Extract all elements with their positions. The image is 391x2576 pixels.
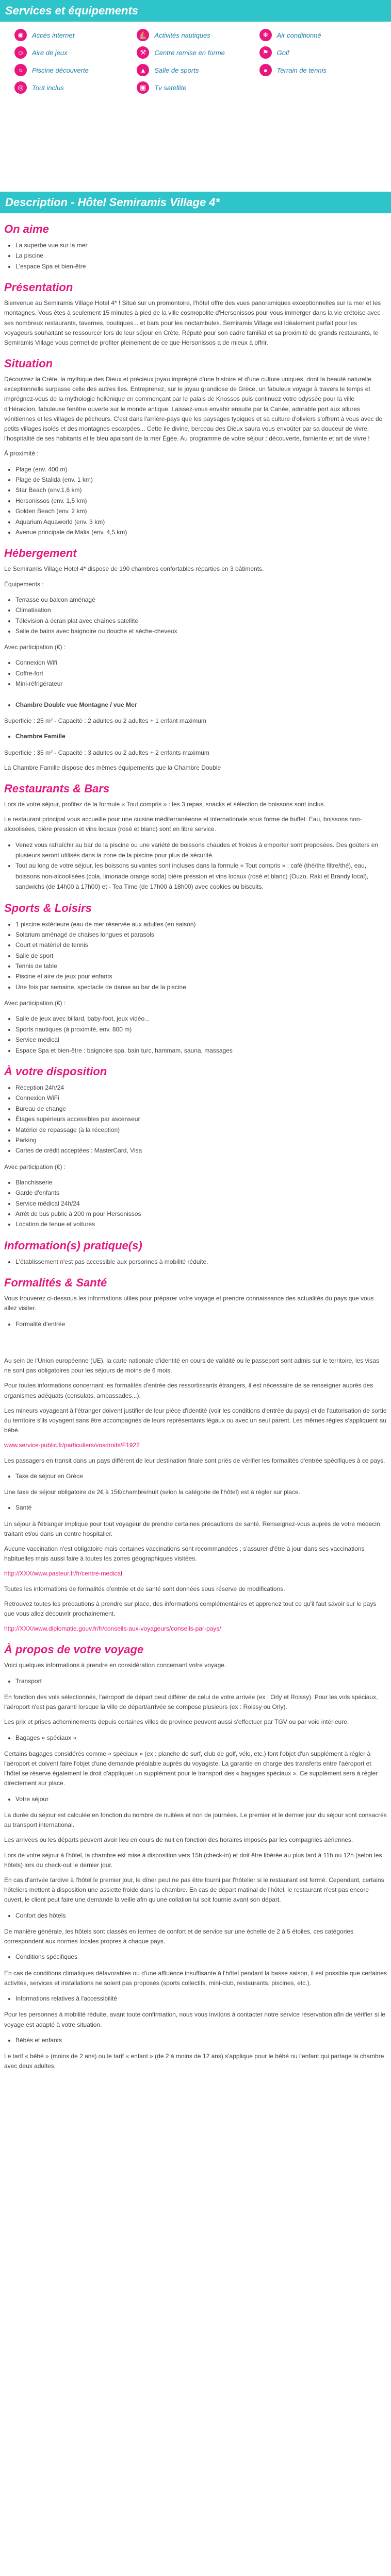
list-item: • L'espace Spa et bien-être: [15, 261, 387, 272]
disposition-paid-list: [15, 1177, 387, 1230]
proximity-label: À proximité :: [4, 450, 39, 457]
apropos-heading: À propos de votre voyage: [4, 1643, 144, 1656]
presentation-heading: Présentation: [4, 281, 73, 294]
paid-label: Avec participation (€) :: [4, 643, 66, 651]
service-item: [14, 63, 126, 77]
room2-text: Superficie : 35 m² - Capacité : 3 adultes ou 2 adultes + 2 enfants maximum: [4, 749, 209, 756]
list-item: • Votre séjour: [15, 1794, 387, 1804]
tennis-icon: ●: [259, 64, 272, 76]
service-item: [14, 28, 126, 42]
formalites-sub2-list: [15, 1502, 387, 1513]
services-title: Services et équipements: [0, 0, 391, 22]
list-item: • Santé: [15, 1502, 387, 1513]
list-item: • Tennis de table: [15, 961, 387, 971]
list-item: • Bagages « spéciaux »: [15, 1733, 387, 1743]
formalites-p1: Au sein de l'Union européenne (UE), la carte nationale d'identité en cours de validité ou le passeport sont admis sur le territoire, les visas ne sont pas obligatoires pour les séjours de moins de 6 mois.: [4, 1357, 379, 1375]
list-item: • Transport: [15, 1676, 387, 1686]
service-item: [137, 28, 249, 42]
list-item: • Parking: [15, 1135, 387, 1145]
service-label: Air conditionné: [276, 31, 321, 39]
list-item: • Taxe de séjour en Grèce: [15, 1471, 387, 1481]
list-item: • Salle de sport: [15, 951, 387, 961]
apropos-p2: Les prix et prises acheminements depuis certaines villes de province peuvent aussi s'effectuer par TGV ou par voie intérieure.: [4, 1718, 349, 1726]
equip-label: Équipements :: [4, 580, 44, 588]
list-item: • Télévision à écran plat avec chaînes satellite: [15, 616, 387, 626]
list-item: • Climatisation: [15, 605, 387, 615]
list-item: • Hersonissos (env. 1,5 km): [15, 496, 387, 506]
service-label: Salle de sports: [154, 66, 199, 74]
hebergement-intro: Le Semiramis Village Hotel 4* dispose de 190 chambres confortables réparties en 3 bâtiments.: [4, 565, 264, 573]
spacer: [4, 1335, 387, 1356]
room1-list: [15, 700, 387, 710]
situation-text: Découvrez la Crète, la mythique des Dieux et précieux joyau imprégné d'une histoire et d'une culture uniques, dont la beauté naturelle exceptionnelle surpasse celle des autres îles. Entreprenez, sur le joyau grandiose de Grèce, un fabuleux voyage à travers le temps et imprégnez-vous de la mythologie hellénique en commençant par le palais de Knossos puis continuez votre odyssée pour la ville d'Héraklion, fabuleuse fenêtre ouverte sur le monde antique. Laissez-vous envahir ensuite par la Canée, adorable port aux allures vénitiennes et les villages de pêcheurs. C'est dans l'arrière-pays que les paysages typiques et sa culture d'oliviers s'offrent à vous avec de petits villages isolés et des montagnes escarpées... Cette île divine, berceau des Dieux saura vous envoûter par sa douceur de vivre, l'hospitalité de ses habitants et le bleu apaisant de la mer Égée. Au programme de votre séjour : découverte, farniente et art de vivre !: [4, 376, 383, 443]
on-aime-heading: On aime: [4, 223, 49, 235]
list-item: • Bureau de change: [15, 1104, 387, 1114]
list-item: • Formalité d'entrée: [15, 1319, 387, 1329]
list-item: • L'établissement n'est pas accessible aux personnes à mobilité réduite.: [15, 1257, 387, 1267]
service-label: Centre remise en forme: [154, 48, 225, 57]
disposition-paid-label: Avec participation (€) :: [4, 1163, 66, 1171]
list-item: • Garde d'enfants: [15, 1188, 387, 1198]
formalites-p5: Une taxe de séjour obligatoire de 2€ à 15€/chambre/nuit (selon la catégorie de l'hôtel) est à régler sur place.: [4, 1488, 300, 1496]
list-item: • La piscine: [15, 250, 387, 261]
list-item: • Plage de Stalida (env. 1 km): [15, 474, 387, 485]
service-item: [14, 80, 126, 95]
bracelet-icon: ◎: [14, 81, 27, 94]
list-item: • Étages supérieurs accessibles par ascenseur: [15, 1114, 387, 1124]
apropos-b4: [15, 1910, 387, 1921]
service-item: [259, 45, 371, 60]
sports-heading: Sports & Loisirs: [4, 901, 92, 914]
service-label: Accès internet: [32, 31, 75, 39]
apropos-p5: Les arrivées ou les départs peuvent avoir lieu en cours de nuit en fonction des horaires imposés par les compagnies aériennes.: [4, 1836, 353, 1844]
list-item: • Service médical 24h/24: [15, 1198, 387, 1209]
list-item: • Aquarium Aquaworld (env. 3 km): [15, 517, 387, 527]
room1-title: • Chambre Double vue Montagne / vue Mer: [15, 700, 387, 710]
list-item: • Blanchisserie: [15, 1177, 387, 1188]
list-item: • Confort des hôtels: [15, 1910, 387, 1921]
list-item: • Venez vous rafraîchir au bar de la piscine ou une variété de boissons chaudes et froides à emporter sont proposées. Des goûters en plusieurs seront utilisés dans la zone de la piscine pour plus de sécurité.: [15, 840, 387, 861]
service-label: Activités nautiques: [154, 31, 210, 39]
list-item: • Bébés et enfants: [15, 2035, 387, 2045]
presentation-text: Bienvenue au Semiramis Village Hotel 4* ! Situé sur un promontoire, l'hôtel offre des vues panoramiques exceptionnelles sur la mer et les montagnes. Vous êtes à seulement 15 minutes à pied de la ville cosmopolite d'Hersonissos pour vous immerger dans la vie crétoise avec ses nombreux restaurants, tavernes, boutiques... et bars pour les noctambules. Semiramis Village est idéalement parfait pour les voyageurs souhaitant se ressourcer lors de leur séjour en Crète. Réputé pour son cadre familial et sa proximité de grands restaurants, le Semiramis Village vous permet de profiter pleinement de ce que Hersonissos a de mieux à offrir.: [4, 299, 381, 346]
restaurants-intro: Lors de votre séjour, profitez de la formule « Tout compris » : les 3 repas, snacks et sélection de boissons sont inclus.: [4, 800, 325, 808]
tv-icon: ▣: [137, 81, 149, 94]
service-label: Piscine découverte: [32, 66, 89, 74]
list-item: • Matériel de repassage (à la réception): [15, 1125, 387, 1135]
list-item: • Salle de jeux avec billard, baby-foot, jeux vidéo...: [15, 1013, 387, 1024]
apropos-b7: [15, 2035, 387, 2045]
formalites-p4: Les passagers en transit dans un pays différent de leur destination finale sont priés de vérifier les formalités d'entrée spécifiques à ce pays.: [4, 1456, 385, 1464]
apropos-p6: Lors de votre séjour à l'hôtel, la chambre est mise à disposition vers 15h (check-in) et doit être libérée au plus tard à 11h ou 12h (selon les hôtels) lors du check-out le dernier jour.: [4, 1851, 382, 1869]
list-item: • Avenue principale de Malia (env. 4,5 km): [15, 527, 387, 537]
apropos-p11: Le tarif « bébé » (moins de 2 ans) ou le tarif « enfant » (de 2 à moins de 12 ans) s'applique pour le bébé ou l'enfant qui partage la chambre avec deux adultes.: [4, 2053, 384, 2070]
service-label: Tv satellite: [154, 83, 187, 92]
disposition-heading: À votre disposition: [4, 1064, 107, 1078]
apropos-p9: En cas de conditions climatiques défavorables ou d'une affluence insuffisante à l'hôtel pendant la basse saison, il est possible que certaines activités, services et installations ne soient pas proposés (sports collectifs, mini-club, restaurants, piscines, etc.).: [4, 1969, 387, 1987]
list-item: • Espace Spa et bien-être : baignoire spa, bain turc, hammam, sauna, massages: [15, 1045, 387, 1056]
service-label: Aire de jeux: [32, 48, 68, 57]
sports-paid-list: [15, 1013, 387, 1056]
list-item: • Star Beach (env.1,6 km): [15, 485, 387, 495]
list-item: • Location de tenue et voitures: [15, 1219, 387, 1229]
formalites-link3[interactable]: http://XXX/www.diplomatie.gouv.fr/fr/conseils-aux-voyageurs/conseils-par-pays/: [4, 1625, 221, 1633]
list-item: • Connexion WiFi: [15, 1093, 387, 1103]
list-item: • Sports nautiques (à proximité, env. 800 m): [15, 1024, 387, 1035]
pool-icon: ≈: [14, 64, 27, 76]
list-item: • Court et matériel de tennis: [15, 940, 387, 950]
formalites-p3: Les mineurs voyageant à l'étranger doivent justifier de leur pièce d'identité (voir les conditions d'entrée du pays) et de l'autorisation de sortie du territoire s'ils voyagent sans être accompagnés de leurs représentants légaux ou avec un seul parent. Les mêmes règles s'appliquent au bébé.: [4, 1406, 387, 1434]
apropos-b6: [15, 1993, 387, 2004]
restaurants-main: Le restaurant principal vous accueille pour une cuisine méditerranéenne et internationale sous forme de buffet. Eau, boissons non-alcoolisées, bière pression et vins locaux (rosé et blanc) sont en libre service.: [4, 816, 362, 833]
apropos-intro: Voici quelques informations à prendre en considération concernant votre voyage.: [4, 1662, 226, 1669]
formalites-heading: Formalités & Santé: [4, 1276, 107, 1290]
golf-icon: ⚑: [259, 46, 272, 59]
hebergement-heading: Hébergement: [4, 547, 77, 560]
list-item: • Tout au long de votre séjour, les boissons suivantes sont incluses dans la formule « Tout compris » : café (thé/the filtre/thé), eau, boissons non-alcoolisées (cola, limonade orange soda) bière pression et vins locaux (rosé et blanc) (Ouzo, Raki et Brandy local), sandwichs (de 14h00 à 17h00) et - Tea Time (de 17h00 à 18h00) avec cookies ou biscuits.: [15, 860, 387, 892]
list-item: • Solarium aménagé de chaises longues et parasols: [15, 929, 387, 940]
formalites-link2[interactable]: http://XXX/www.pasteur.fr/fr/centre-medical: [4, 1570, 122, 1578]
sports-paid-label: Avec participation (€) :: [4, 999, 66, 1007]
list-item: • Cartes de crédit acceptées : MasterCard, Visa: [15, 1145, 387, 1156]
room1-text: Superficie : 25 m² - Capacité : 2 adultes ou 2 adultes + 1 enfant maximum: [4, 717, 206, 725]
list-item: • Service médical: [15, 1035, 387, 1045]
snowflake-icon: ❄: [259, 29, 272, 41]
list-item: • Une fois par semaine, spectacle de danse au bar de la piscine: [15, 982, 387, 992]
list-item: • La superbe vue sur la mer: [15, 240, 387, 250]
list-item: • Plage (env. 400 m): [15, 464, 387, 474]
description-title: Description - Hôtel Semiramis Village 4*: [0, 192, 391, 213]
spacer: [4, 104, 387, 192]
formalites-p8: Toutes les informations de formalités d'entrée et de santé sont données sous réserve de modifications.: [4, 1585, 285, 1592]
list-item: • Salle de bains avec baignoire ou douche et sèche-cheveux: [15, 626, 387, 636]
list-item: • Connexion Wifi: [15, 657, 387, 668]
disposition-list: [15, 1082, 387, 1156]
list-item: • Coffre-fort: [15, 668, 387, 679]
room-note: La Chambre Famille dispose des mêmes équipements que la Chambre Double: [4, 764, 221, 771]
room2-title: • Chambre Famille: [15, 731, 387, 741]
sports-icon: ▲: [137, 64, 149, 76]
equip-list: [15, 595, 387, 637]
service-label: Tout inclus: [32, 83, 64, 92]
paid-list: [15, 657, 387, 689]
formalites-bullet-list: [15, 1319, 387, 1329]
sports-list: [15, 919, 387, 993]
apropos-p4: La durée du séjour est calculée en fonction du nombre de nuitées et non de journées. Le premier et le dernier jour du séjour sont consacrés au transport international.: [4, 1811, 387, 1829]
service-item: [137, 45, 249, 60]
formalites-p7: Aucune vaccination n'est obligatoire mais certaines vaccinations sont recommandées ; s'assurer d'être à jour dans ses vaccinations habituelles mais aussi faire à toutes les zones géographiques visitées.: [4, 1545, 365, 1563]
formalites-sub1-list: [15, 1471, 387, 1481]
apropos-p7: En cas d'arrivée tardive à l'hôtel le premier jour, le dîner peut ne pas être fourni par l'hôtelier si le restaurant est fermé. Cependant, certains hôteliers mettent à disposition une assiette froide dans la chambre. En cas de départ matinal de l'hôtel, le restaurant n'est pas encore ouvert, le client peut faire une demande la veille afin qu'une collation lui soit fournie avant son départ.: [4, 1876, 384, 1904]
dumbbell-icon: ⚒: [137, 46, 149, 59]
formalites-link1[interactable]: www.service-public.fr/particuliers/vosdroits/F1922: [4, 1442, 140, 1449]
services-grid: [4, 22, 387, 104]
service-item: [137, 63, 249, 77]
apropos-b2: [15, 1733, 387, 1743]
service-label: Golf: [276, 48, 289, 57]
service-item: [137, 80, 249, 95]
service-item: [259, 28, 371, 42]
service-item: [14, 45, 126, 60]
situation-heading: Situation: [4, 357, 53, 370]
list-item: • Conditions spécifiques: [15, 1952, 387, 1962]
boat-icon: ⛵: [137, 29, 149, 41]
formalites-intro: Vous trouverez ci-dessous les informations utiles pour préparer votre voyage et prendre connaissance des actualités du pays que vous allez visiter.: [4, 1295, 374, 1312]
list-item: • Informations relatives à l'accessibilité: [15, 1993, 387, 2004]
apropos-p8: De manière générale, les hôtels sont classés en termes de confort et de service sur une échelle de 2 à 5 étoiles, ces catégories correspondent aux normes locales propres à chaque pays.: [4, 1927, 354, 1945]
on-aime-list: [15, 240, 387, 272]
restaurants-list: [15, 840, 387, 892]
apropos-p1: En fonction des vols sélectionnés, l'aéroport de départ peut différer de celui de votre arrivée (ex : Orly et Roissy). Pour les vols spéciaux, l'aéroport n'est pas garanti lorsque la ville de départ/arrivée se compose plusieurs (ex : Roissy ou Orly).: [4, 1693, 378, 1711]
playground-icon: ☺: [14, 46, 27, 59]
list-item: • Golden Beach (env. 2 km): [15, 506, 387, 516]
apropos-p3: Certains bagages considérés comme « spéciaux » (ex : planche de surf, club de golf, vélo, etc.) font l'objet d'un supplément à régler à l'aéroport et doivent faire l'objet d'une demande préalable auprès du voyagiste. La garantie en charge des transferts entre l'aéroport et l'hôtel se réserve également le droit d'appliquer un supplément pour le transport des « bagages spéciaux ». Ce supplément sera à régler directement sur place.: [4, 1750, 378, 1787]
service-label: Terrain de tennis: [276, 66, 327, 74]
list-item: • Mini-réfrigérateur: [15, 679, 387, 689]
formalites-p2: Pour toutes informations concernant les formalités d'entrée des ressortissants étrangers, il est nécessaire de se renseigner auprès des organismes adéquats (consulats, ambassades...).: [4, 1382, 373, 1399]
formalites-p6: Un séjour à l'étranger implique pour tout voyageur de prendre certaines précautions de santé. Renseignez-vous auprès de votre médecin traitant et/ou dans un centre hospitalier.: [4, 1520, 380, 1537]
list-item: • 1 piscine extérieure (eau de mer réservée aux adultes (en saison): [15, 919, 387, 929]
infos-list: [15, 1257, 387, 1267]
proximity-list: [15, 464, 387, 538]
apropos-p10: Pour les personnes à mobilité réduite, avant toute confirmation, nous vous invitons à contacter notre service réservation afin de vérifier si le voyage est adapté à votre situation.: [4, 2011, 386, 2028]
list-item: • Réception 24h/24: [15, 1082, 387, 1093]
apropos-b1: [15, 1676, 387, 1686]
room2-list: [15, 731, 387, 741]
list-item: • Arrêt de bus public à 200 m pour Hersonissos: [15, 1209, 387, 1219]
apropos-b3: [15, 1794, 387, 1804]
wifi-icon: ◉: [14, 29, 27, 41]
formalites-p9: Retrouvez toutes les précautions à prendre sur place, des informations complémentaires et apprenez tout ce qu'il faut savoir sur le pays que vous allez découvrir prochainement.: [4, 1600, 377, 1617]
list-item: • Terrasse ou balcon aménagé: [15, 595, 387, 605]
service-item: [259, 63, 371, 77]
list-item: • Piscine et aire de jeux pour enfants: [15, 971, 387, 981]
restaurants-heading: Restaurants & Bars: [4, 782, 110, 795]
infos-heading: Information(s) pratique(s): [4, 1239, 142, 1252]
apropos-b5: [15, 1952, 387, 1962]
